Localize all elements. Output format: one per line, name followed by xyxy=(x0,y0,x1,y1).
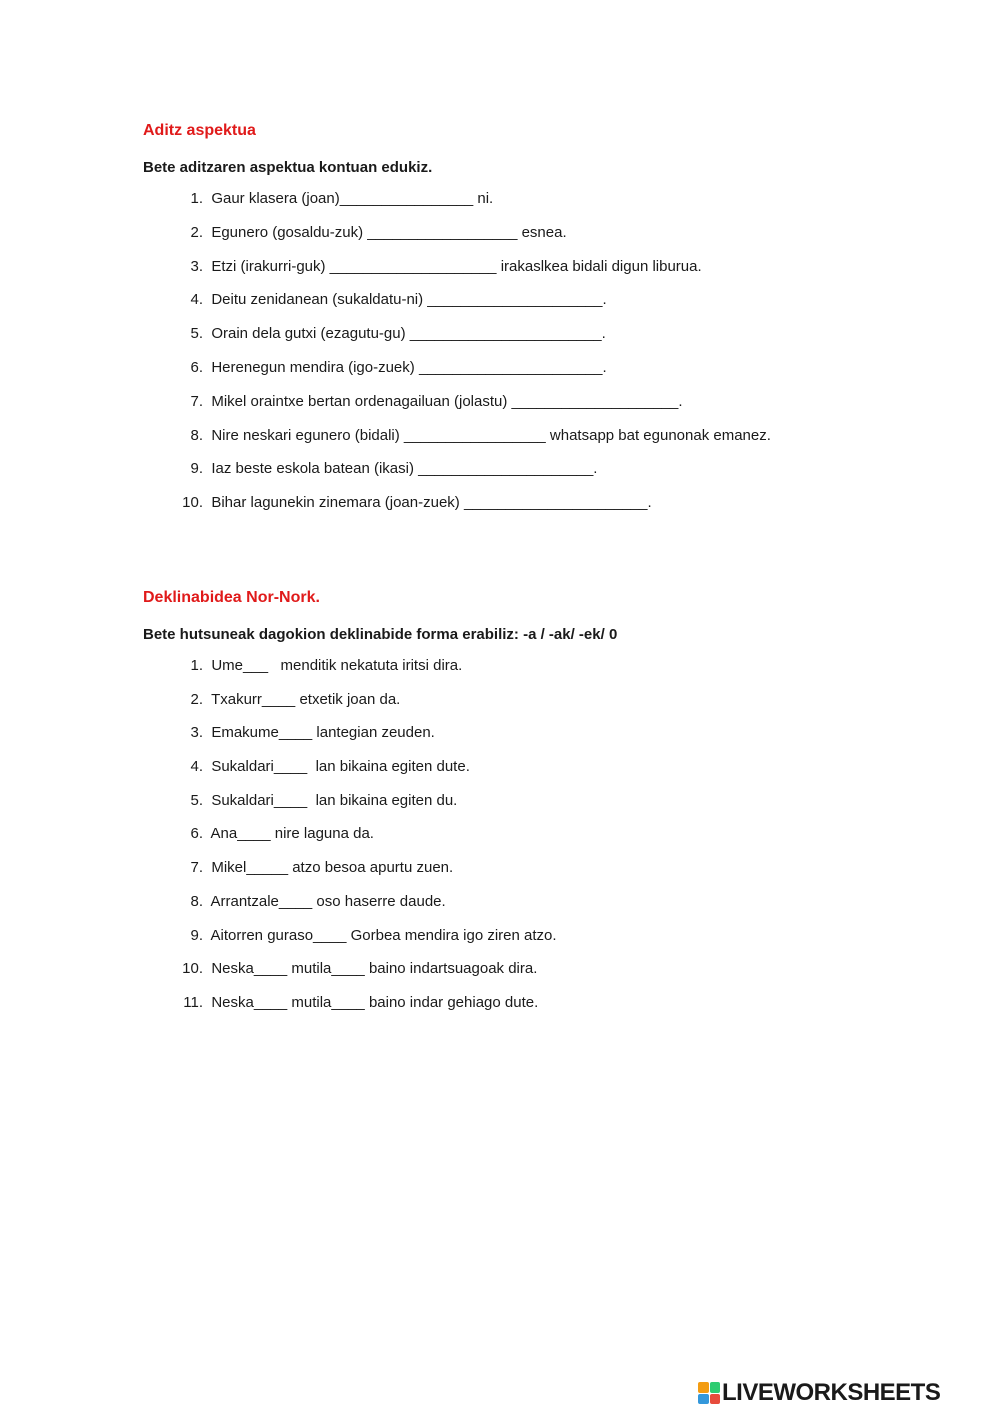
list-item xyxy=(143,188,963,222)
exercise-list xyxy=(143,655,963,1026)
list-item xyxy=(143,756,963,790)
list-item xyxy=(143,256,963,290)
item-text: Txakurr____ etxetik joan da. xyxy=(203,690,401,708)
item-number: 7. xyxy=(190,859,203,877)
list-item xyxy=(143,891,963,925)
list-item xyxy=(143,357,963,391)
item-number: 3. xyxy=(190,724,203,742)
item-text: Bihar lagunekin zinemara (joan-zuek) ______________________. xyxy=(203,494,652,512)
item-number: 7. xyxy=(190,392,203,410)
item-text: Mikel oraintxe bertan ordenagailuan (jolastu) ____________________. xyxy=(203,392,683,410)
item-text: Etzi (irakurri-guk) ____________________ irakaslkea bidali digun liburua. xyxy=(203,257,702,275)
item-text: Neska____ mutila____ baino indar gehiago dute. xyxy=(203,993,539,1011)
logo-square xyxy=(698,1394,709,1405)
item-text: Gaur klasera (joan)________________ ni. xyxy=(203,190,494,207)
item-number: 6. xyxy=(190,825,203,843)
section-instruction: Bete aditzaren aspektua kontuan edukiz. xyxy=(143,159,433,176)
list-item xyxy=(143,655,963,689)
brand-text: LIVEWORKSHEETS xyxy=(722,1379,941,1406)
item-number: 8. xyxy=(190,426,203,444)
item-number: 1. xyxy=(190,657,203,674)
item-text: Sukaldari____ lan bikaina egiten dute. xyxy=(203,758,470,776)
list-item xyxy=(143,823,963,857)
item-text: Iaz beste eskola batean (ikasi) _____________________. xyxy=(203,460,598,478)
item-number: 3. xyxy=(190,257,203,275)
item-text: Mikel_____ atzo besoa apurtu zuen. xyxy=(203,859,454,877)
list-item xyxy=(143,391,963,425)
logo-square xyxy=(698,1382,709,1393)
item-number: 2. xyxy=(190,690,203,708)
item-text: Herenegun mendira (igo-zuek) ______________________. xyxy=(203,358,607,376)
item-text: Neska____ mutila____ baino indartsuagoak dira. xyxy=(203,960,538,978)
liveworksheets-logo-icon xyxy=(698,1382,720,1404)
list-item xyxy=(143,689,963,723)
item-number: 1. xyxy=(190,190,203,207)
list-item xyxy=(143,925,963,959)
item-text: Orain dela gutxi (ezagutu-gu) _______________________. xyxy=(203,325,606,343)
list-item xyxy=(143,722,963,756)
item-text: Arrantzale____ oso haserre daude. xyxy=(203,892,446,910)
section-instruction: Bete hutsuneak dagokion deklinabide forma erabiliz: -a / -ak/ -ek/ 0 xyxy=(143,626,618,643)
list-item xyxy=(143,323,963,357)
section-aditz-aspektua xyxy=(143,120,963,526)
logo-square xyxy=(710,1394,721,1405)
list-item xyxy=(143,857,963,891)
section-deklinabidea xyxy=(143,587,963,1026)
item-text: Ume___ menditik nekatuta iritsi dira. xyxy=(203,657,463,674)
item-number: 8. xyxy=(190,892,203,910)
item-number: 9. xyxy=(190,460,203,478)
item-text: Ana____ nire laguna da. xyxy=(203,825,374,843)
logo-square xyxy=(710,1382,721,1393)
list-item xyxy=(143,458,963,492)
list-item xyxy=(143,425,963,459)
item-number: 5. xyxy=(190,791,203,809)
item-number: 4. xyxy=(190,291,203,309)
section-title: Deklinabidea Nor-Nork. xyxy=(143,589,320,606)
liveworksheets-brand xyxy=(698,1378,998,1408)
list-item xyxy=(143,289,963,323)
item-text: Egunero (gosaldu-zuk) __________________ esnea. xyxy=(203,223,567,241)
section-title: Aditz aspektua xyxy=(143,122,256,139)
item-text: Nire neskari egunero (bidali) _________________ whatsapp bat egunonak emanez. xyxy=(203,426,771,444)
item-text: Emakume____ lantegian zeuden. xyxy=(203,724,435,742)
list-item xyxy=(143,992,963,1026)
item-number: 11. xyxy=(183,993,203,1011)
list-item xyxy=(143,222,963,256)
item-text: Sukaldari____ lan bikaina egiten du. xyxy=(203,791,458,809)
list-item xyxy=(143,958,963,992)
item-number: 10. xyxy=(182,960,203,978)
item-number: 9. xyxy=(190,926,203,944)
item-text: Deitu zenidanean (sukaldatu-ni) _____________________. xyxy=(203,291,607,309)
item-number: 2. xyxy=(190,223,203,241)
exercise-list xyxy=(143,188,963,526)
item-number: 5. xyxy=(190,325,203,343)
list-item xyxy=(143,790,963,824)
list-item xyxy=(143,492,963,526)
item-number: 10. xyxy=(182,494,203,512)
item-number: 4. xyxy=(190,758,203,776)
item-text: Aitorren guraso____ Gorbea mendira igo ziren atzo. xyxy=(203,926,557,944)
item-number: 6. xyxy=(190,358,203,376)
